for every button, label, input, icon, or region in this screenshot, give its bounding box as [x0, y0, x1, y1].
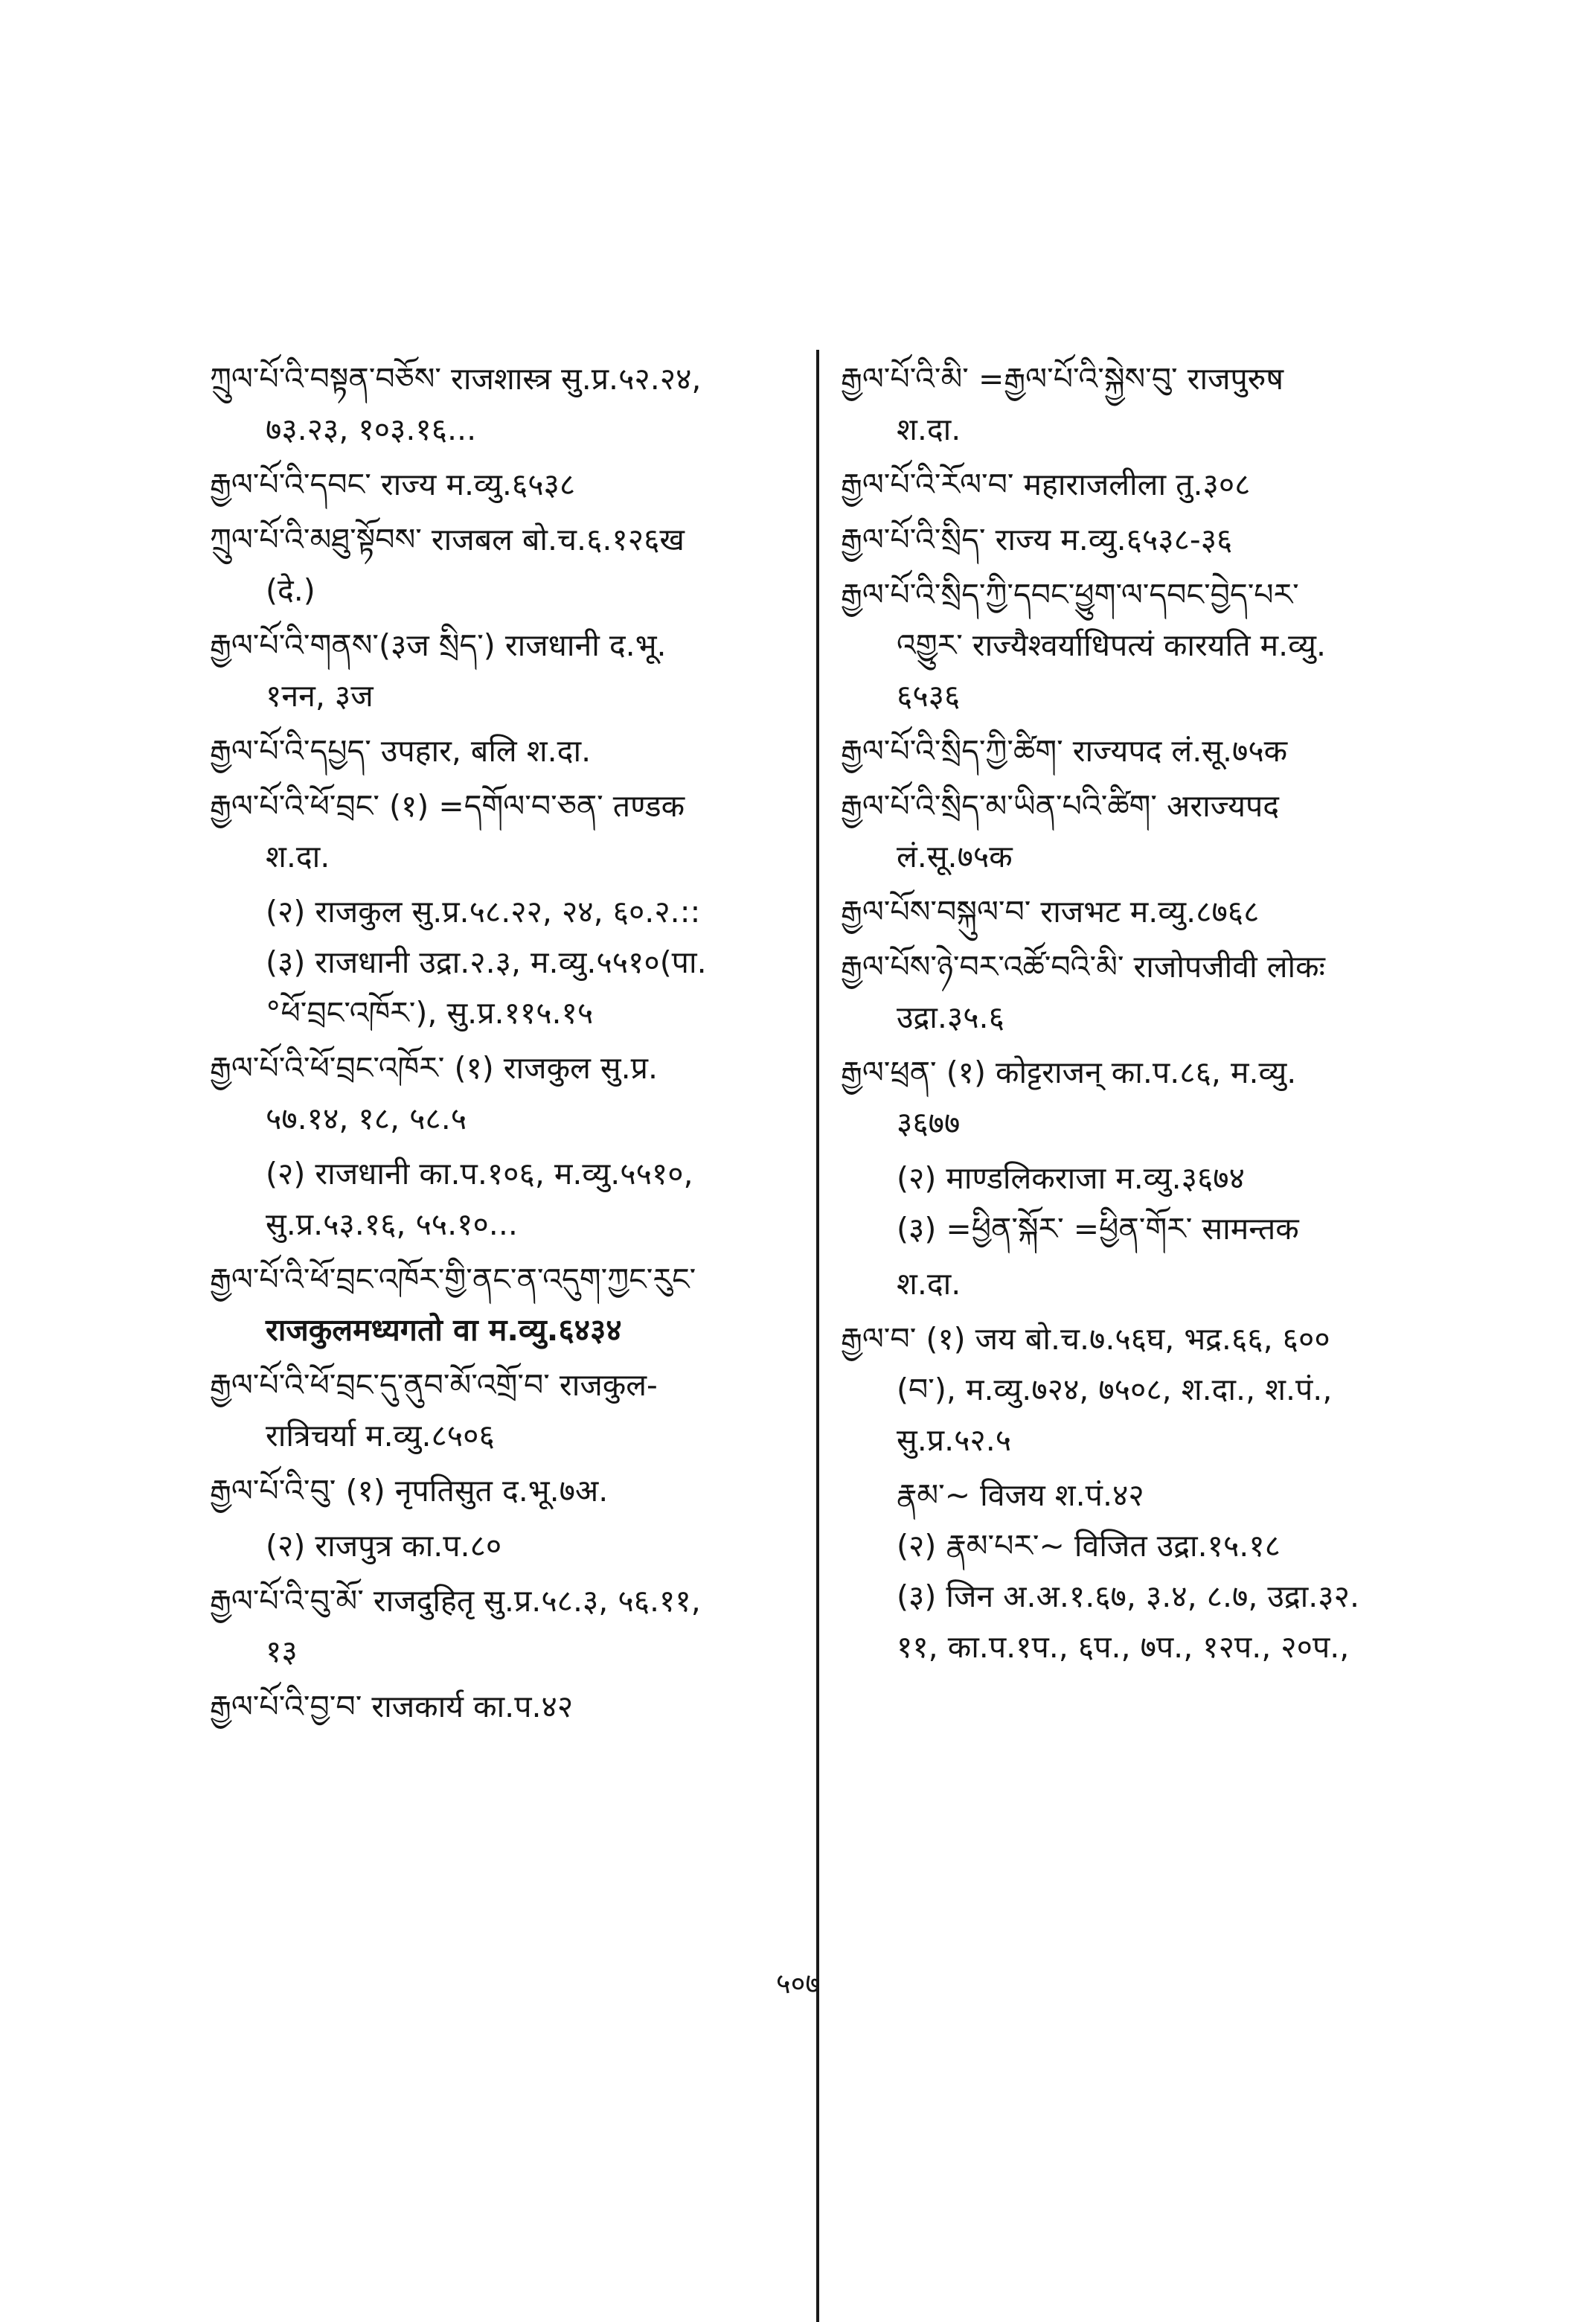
continuation-line: (བ་), म.व्यु.७२४, ७५०८, श.दा., श.पं., [897, 1372, 1333, 1407]
entry [210, 459, 798, 510]
headword-line: རྒྱལ་པོ་འི་གནས་(३ज སྲིད་) राजधानी द.भू. [210, 627, 667, 663]
sense-line: (२) माण्डलिकराजा म.व्यु.३६७४ [897, 1160, 1245, 1196]
continuation-line: ३६७७ [897, 1105, 961, 1141]
right-column [841, 354, 1436, 1677]
sense-group [210, 1148, 798, 1250]
headword-line: རྒྱལ་པོ་འི་ཕོ་བྲང་ (१) =དགོལ་བ་ཅན་ तण्डक [210, 788, 685, 824]
sense-group [841, 1470, 1436, 1672]
headword-line: རྒྱལ་པོས་ཉེ་བར་འཚོ་བའི་མི་ राजोपजीवी लोकः [841, 949, 1325, 985]
continuation-line: श.दा. [897, 412, 961, 447]
headword-line: རྒྱལ་པོ་འི་ཕོ་བྲང་དུ་ནུབ་མོ་འགྲོ་བ་ राजकुल- [210, 1367, 658, 1403]
entry [841, 459, 1436, 510]
sense-line: (२) རྣམ་པར་~ विजित उद्रा.१५.१८ [897, 1528, 1281, 1564]
sense-line: ११, का.प.१प., ६प., ७प., १२प., २०प., [897, 1629, 1350, 1665]
sense-line: (२) राजकुल सु.प्र.५८.२२, २४, ६०.२.:: [266, 894, 701, 930]
continuation-line: श.दा. [266, 839, 330, 874]
headword-line: རྒྱལ་པོ་འི་སྲིད་ཀྱི་ཚིག་ राज्यपद लं.सू.७५क [841, 733, 1288, 769]
sense-line: (३) =ཕྱིན་སྐོར་ =ཕྱིན་གོར་ सामन्तक [897, 1211, 1299, 1247]
continuation-line: ७३.२३, १०३.१६... [266, 412, 477, 447]
continuation-line: ६५३६ [897, 678, 961, 714]
headword-line: རྒྱལ་ཕྲན་ (१) कोट्टराजन् का.प.८६, म.व्यु. [841, 1055, 1297, 1090]
continuation-line: १नन, ३ज [266, 678, 374, 714]
continuation-line: ५७.१४, १८, ५८.५ [266, 1101, 467, 1136]
headword-line: རྒྱལ་པོ་འི་སྲིད་མ་ཡིན་པའི་ཚིག་ अराज्यपद [841, 788, 1280, 824]
headword-line: རྒྱལ་པོ་འི་བུ་མོ་ राजदुहितृ सु.प्र.५८.३, ५६.११, [210, 1583, 701, 1619]
entry [210, 620, 798, 721]
continuation-line: उद्रा.३५.६ [897, 1000, 1004, 1035]
entry [210, 1681, 798, 1732]
continuation-line: १३ [266, 1634, 298, 1669]
headword-line: རྒྱལ་པོས་བསྐུལ་བ་ राजभट म.व्यु.८७६८ [841, 894, 1260, 930]
sense-line: རྣམ་~ विजय श.पं.४२ [897, 1477, 1144, 1513]
page-number: ५०७ [775, 1967, 821, 2000]
entry [210, 1254, 798, 1355]
headword-line: རྒྱལ་པོ་འི་དབང་ राज्य म.व्यु.६५३८ [210, 467, 576, 502]
entry [841, 941, 1436, 1043]
sense-group [841, 1153, 1436, 1254]
sense-line: °ཕོ་བྲང་འཁོར་), सु.प्र.११५.१५ [266, 995, 594, 1031]
continuation-line: सु.प्र.५२.५ [897, 1422, 1012, 1458]
entry [841, 569, 1436, 721]
entry [841, 781, 1436, 882]
headword-line: རྒྱལ་པོ་འི་རོལ་བ་ महाराजलीला तु.३०८ [841, 467, 1251, 502]
sense-line: (३) राजधानी उद्रा.२.३, म.व्यु.५५१०(पा. [266, 944, 707, 980]
continuation-line: लं.सू.७५क [897, 839, 1013, 874]
headword-line: རྒྱལ་པོ་འི་བྱ་བ་ राजकार्य का.प.४२ [210, 1689, 574, 1724]
continuation-line: श.दा. [897, 1266, 961, 1302]
entry [210, 781, 798, 882]
continuation-line: འགྱུར་ राज्यैश्वर्याधिपत्यं कारयति म.व्यु. [897, 627, 1327, 663]
entry [841, 886, 1436, 937]
headword-line: རྒྱལ་པོ་འི་བུ་ (१) नृपतिसुत द.भू.७अ. [210, 1473, 609, 1509]
entry [841, 1314, 1436, 1465]
sense-line: (३) जिन अ.अ.१.६७, ३.४, ८.७, उद्रा.३२. [897, 1579, 1359, 1614]
headword-line: རྒྱལ་པོ་འི་སྲིད་ཀྱི་དབང་ཕྱུག་ལ་དབང་བྱེད་པར་ [841, 577, 1299, 613]
sense-line: (२) राजपुत्र का.प.८० [266, 1528, 502, 1564]
headword-line: ཀྲུལ་པོ་འི་བསྟན་བཅོས་ राजशास्त्र सु.प्र.५२.२४, [210, 361, 702, 397]
entry [841, 726, 1436, 776]
headword-line: རྒྱལ་པོ་འི་སྲིད་ राज्य म.व्यु.६५३८-३६ [841, 522, 1233, 557]
sense-group [210, 886, 798, 1038]
headword-line: རྒྱལ་པོ་འི་ཕོ་བྲང་འཁོར་ (१) राजकुल सु.प्र. [210, 1050, 658, 1086]
continuation-line: (दे.) [266, 572, 315, 608]
headword-line: ཀྲུལ་པོ་འི་མཐུ་སྟོབས་ राजबल बो.च.६.१२६ख [210, 522, 685, 557]
sense-line: सु.प्र.५३.१६, ५५.१०... [266, 1206, 518, 1242]
entry [210, 354, 798, 455]
entry [210, 514, 798, 615]
continuation-line: रात्रिचर्या म.व्यु.८५०६ [266, 1418, 495, 1453]
entry [210, 726, 798, 776]
entry [210, 1360, 798, 1461]
left-column [210, 354, 798, 1736]
entry [841, 1047, 1436, 1148]
headword-line: རྒྱལ་པོ་འི་དཔྱད་ उपहार, बलि श.दा. [210, 733, 592, 769]
sense-group [210, 1520, 798, 1571]
entry [841, 1258, 1436, 1309]
entry [210, 1043, 798, 1144]
headword-line: རྒྱལ་པོ་འི་ཕོ་བྲང་འཁོར་གྱི་ནང་ན་འདུག་ཀྱང་རུང་ [210, 1261, 696, 1297]
entry [841, 354, 1436, 455]
headword-line: རྒྱལ་པོ་འི་མི་ =རྒྱལ་པོ་འི་སྐྱེས་བུ་ राजपुरुष [841, 361, 1284, 397]
sense-line: (२) राजधानी का.प.१०६, म.व्यु.५५१०, [266, 1156, 693, 1192]
column-divider [816, 350, 819, 2322]
entry [210, 1576, 798, 1677]
headword-line: རྒྱལ་བ་ (१) जय बो.च.७.५६घ, भद्र.६६, ६०० [841, 1321, 1330, 1357]
entry [210, 1465, 798, 1516]
entry [841, 514, 1436, 565]
continuation-line: राजकुलमध्यगतो वा म.व्यु.६४३४ [266, 1312, 622, 1348]
